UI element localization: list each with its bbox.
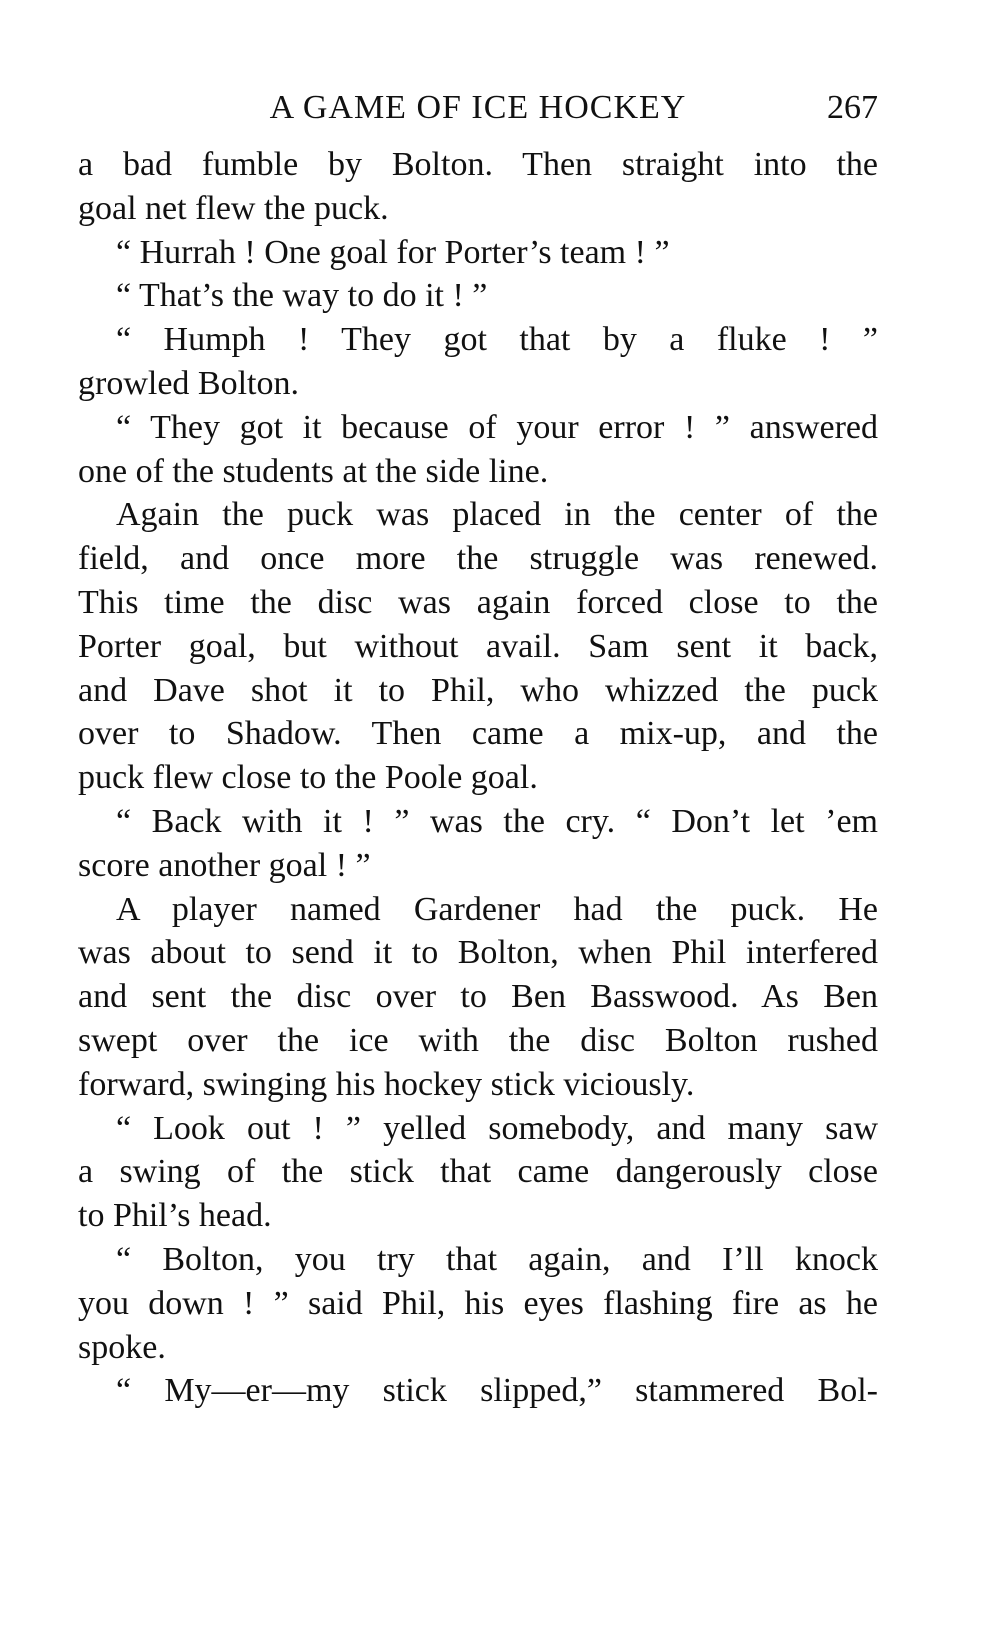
text-line: and sent the disc over to Ben Basswood. As Ben [78,978,878,1016]
text-line: “ Bolton, you try that again, and I’ll knock [116,1240,878,1278]
text-line: growled Bolton. [78,364,299,402]
text-line: Again the puck was placed in the center of the [116,496,878,534]
text-line: puck flew close to the Poole goal. [78,759,538,797]
text-line: swept over the ice with the disc Bolton rushed [78,1021,878,1059]
body-text [78,143,878,1413]
text-line: “ Humph ! They got that by a fluke ! ” [116,321,878,359]
text-line: you down ! ” said Phil, his eyes flashing fire as he [78,1284,878,1322]
text-line: score another goal ! ” [78,846,371,884]
running-head [78,86,878,130]
text-line: field, and once more the struggle was renewed. [78,540,878,578]
text-line: one of the students at the side line. [78,452,549,490]
text-line: spoke. [78,1328,166,1366]
text-line: “ They got it because of your error ! ” answered [116,408,878,446]
text-line: “ Look out ! ” yelled somebody, and many saw [116,1109,878,1147]
text-line: a bad fumble by Bolton. Then straight into the [78,146,878,183]
text-line: “ Back with it ! ” was the cry. “ Don’t let ’em [116,802,878,840]
text-line: and Dave shot it to Phil, who whizzed the puck [78,671,878,709]
text-line: “ Hurrah ! One goal for Porter’s team ! ” [116,233,670,271]
text-line: was about to send it to Bolton, when Phil interfered [78,934,878,972]
text-line: “ That’s the way to do it ! ” [116,277,488,315]
text-line: “ My—er—my stick slipped,” stammered Bol- [116,1372,878,1410]
text-line: This time the disc was again forced close to the [78,583,878,621]
text-line: a swing of the stick that came dangerously close [78,1153,878,1191]
text-line: forward, swinging his hockey stick viciously. [78,1065,695,1103]
text-line: A player named Gardener had the puck. He [116,890,878,928]
text-line: to Phil’s head. [78,1197,272,1235]
text-line: goal net flew the puck. [78,189,389,227]
page-number: 267 [827,89,878,126]
text-line: Porter goal, but without avail. Sam sent it back, [78,627,878,665]
chapter-title: A GAME OF ICE HOCKEY [269,89,687,126]
text-line: over to Shadow. Then came a mix-up, and the [78,715,878,753]
